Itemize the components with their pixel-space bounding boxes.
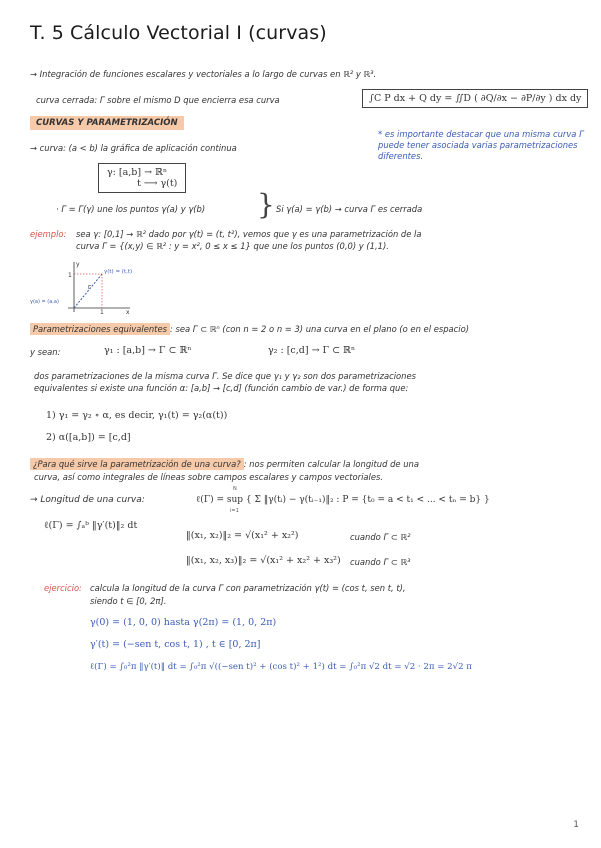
ejercicio-step-3: ℓ(Γ) = ∫₀²π ‖γ′(t)‖ dt = ∫₀²π √((−sen t)² + (cos t)² + 1²) dt = ∫₀²π √2 dt = √2 · 2π = 2√2 π — [90, 662, 472, 672]
map-line-1: γ: [a,b] → ℝⁿ — [107, 167, 168, 178]
parametrization-note: * es importante destacar que una misma curva Γ puede tener asociada varias parametrizaciones diferentes. — [378, 129, 584, 161]
ejemplo-text-1: sea γ: [0,1] → ℝ² dado por γ(t) = (t, t²), vemos que γ es una parametrización de la — [76, 229, 422, 239]
ejercicio-step-2: γ′(t) = (−sen t, cos t, 1) , t ∈ [0, 2π] — [90, 639, 261, 650]
ejercicio-label: ejercicio: — [44, 583, 82, 593]
para-que-line-1 — [30, 459, 419, 470]
equivalentes-def-3: dos parametrizaciones de la misma curva Γ. Se dice que γ₁ y γ₂ son dos parametrizaciones — [34, 371, 416, 381]
equivalentes-def-1: : sea Γ ⊂ ℝⁿ (con n = 2 o n = 3) una curva en el plano (o en el espacio) — [169, 324, 469, 334]
page-title: T. 5 Cálculo Vectorial I (curvas) — [30, 22, 327, 44]
curve-segment — [74, 274, 102, 308]
longitud-sup-definition: ℓ(Γ) = sup { Σ ‖γ(tᵢ) − γ(tᵢ₋₁)‖₂ : P = {t₀ = a < t₁ < ... < tₙ = b} } — [196, 495, 490, 505]
para-que-text-2: curva, así como integrales de líneas sobre campos escalares y campos vectoriales. — [34, 472, 384, 482]
closed-curve-line: · Γ = Γ(γ) une los puntos γ(a) y γ(b) — [56, 204, 206, 214]
longitud-integral: ℓ(Γ) = ∫ₐᵇ ‖γ′(t)‖₂ dt — [44, 520, 138, 531]
graph-start-label: γ(a) = (a,a) — [30, 299, 59, 305]
ejemplo-graph — [30, 256, 140, 314]
equivalentes-sean: y sean: — [30, 347, 61, 357]
closed-condition: Si γ(a) = γ(b) → curva Γ es cerrada — [276, 204, 423, 214]
equivalentes-def-4: equivalentes si existe una función α: [a,b] → [c,d] (función cambio de var.) de forma que: — [34, 383, 409, 393]
graph-one-y: 1 — [68, 272, 72, 279]
ejemplo-text-2: curva Γ = {(x,y) ∈ ℝ² : y = x², 0 ≤ x ≤ 1} que une los puntos (0,0) y (1,1). — [76, 241, 389, 251]
para-que-text-1: : nos permiten calcular la longitud de una — [243, 459, 419, 469]
longitud-label: → Longitud de una curva: — [30, 495, 145, 505]
gamma1-map: γ₁ : [a,b] → Γ ⊂ ℝⁿ — [104, 345, 192, 356]
graph-curve-label: γ(t) = (t,t) — [104, 269, 133, 275]
intro-text: → Integración de funciones escalares y vectoriales a lo largo de curvas en — [30, 69, 341, 79]
intro-bullet — [30, 69, 376, 80]
equivalentes-line-1 — [30, 324, 469, 335]
section-heading-curvas: CURVAS Y PARAMETRIZACIÓN — [30, 116, 184, 130]
norm-2d-when: cuando Γ ⊂ ℝ² — [350, 532, 411, 542]
para-que-heading: ¿Para qué sirve la parametrización de una curva? — [30, 458, 244, 470]
ejercicio-text-2: siendo t ∈ [0, 2π]. — [90, 596, 167, 606]
graph-y-label: y — [76, 261, 80, 268]
ejercicio-step-1: γ(0) = (1, 0, 0) hasta γ(2π) = (1, 0, 2π) — [90, 617, 277, 628]
graph-one-x: 1 — [100, 309, 104, 314]
equivalentes-cond-1: 1) γ₁ = γ₂ ∘ α, es decir, γ₁(t) = γ₂(α(t)) — [46, 410, 228, 421]
closed-curve-note: curva cerrada: Γ sobre el mismo D que encierra esa curva — [36, 95, 280, 105]
norm-3d: ‖(x₁, x₂, x₃)‖₂ = √(x₁² + x₂² + x₃²) — [186, 555, 341, 566]
ejemplo-label: ejemplo: — [30, 229, 67, 239]
norm-3d-when: cuando Γ ⊂ ℝ³ — [350, 557, 411, 567]
map-box — [98, 163, 186, 193]
sum-upper-index: N — [233, 486, 237, 492]
graph-gamma-label: Γ — [88, 285, 92, 291]
ejercicio-text-1: calcula la longitud de la curva Γ con parametrización γ(t) = (cos t, sen t, t), — [90, 583, 406, 593]
curve-definition: → curva: (a < b) la gráfica de aplicación continua — [30, 143, 237, 153]
sum-lower-index: i=1 — [230, 508, 239, 514]
page-number: 1 — [573, 820, 579, 830]
brace-symbol: } — [257, 188, 275, 221]
intro-spaces: ℝ² y ℝ³. — [343, 69, 377, 79]
map-line-2: t ⟶ γ(t) — [137, 178, 178, 189]
graph-x-label: x — [126, 309, 130, 314]
equivalentes-cond-2: 2) α([a,b]) = [c,d] — [46, 432, 131, 443]
norm-2d: ‖(x₁, x₂)‖₂ = √(x₁² + x₂²) — [186, 530, 299, 541]
green-formula-box: ∫C P dx + Q dy = ∬D ( ∂Q/∂x − ∂P/∂y ) dx dy — [362, 89, 588, 108]
equivalentes-heading: Parametrizaciones equivalentes — [30, 323, 170, 335]
gamma2-map: γ₂ : [c,d] → Γ ⊂ ℝⁿ — [268, 345, 356, 356]
